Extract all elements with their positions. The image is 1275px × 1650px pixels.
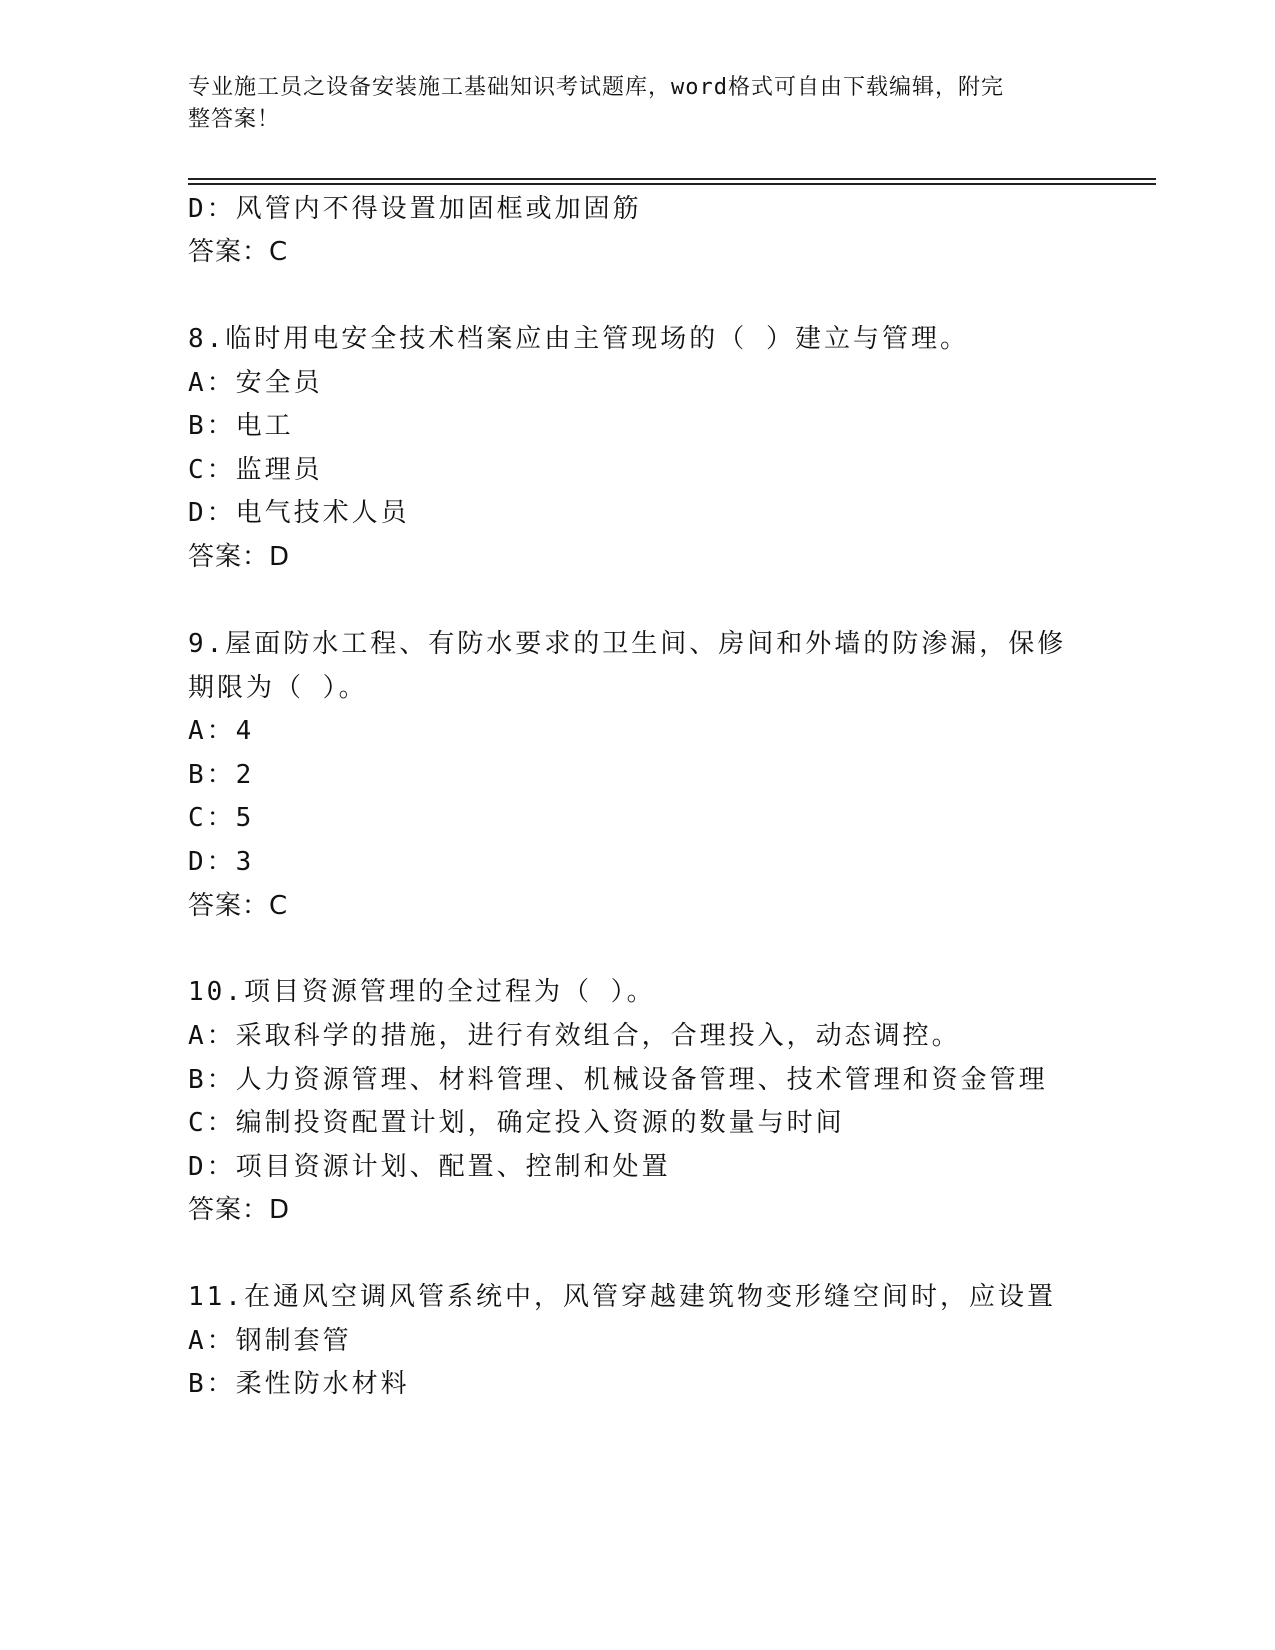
- q10-question: 10.项目资源管理的全过程为（ ）。: [188, 977, 656, 1007]
- q11-option-b: B：柔性防水材料: [188, 1369, 410, 1399]
- q11-question: 11.在通风空调风管系统中，风管穿越建筑物变形缝空间时，应设置: [188, 1282, 1056, 1312]
- q8-option-c: C：监理员: [188, 455, 323, 485]
- q10-option-a: A：采取科学的措施，进行有效组合，合理投入，动态调控。: [188, 1021, 961, 1051]
- q9-option-c: C：5: [188, 803, 255, 833]
- header-line-1: 专业施工员之设备安装施工基础知识考试题库，word格式可自由下载编辑，附完: [188, 75, 1004, 100]
- q8-option-a: A：安全员: [188, 368, 323, 398]
- q8-option-b: B：电工: [188, 411, 294, 441]
- q8-option-d: D：电气技术人员: [188, 498, 410, 528]
- q9-option-a: A：4: [188, 716, 255, 746]
- q9-question-line-2: 期限为（ ）。: [188, 673, 368, 703]
- header-divider-top: [188, 178, 1156, 180]
- q7-answer: 答案：C: [188, 237, 289, 267]
- q10-option-d: D：项目资源计划、配置、控制和处置: [188, 1152, 671, 1182]
- q8-answer: 答案：D: [188, 542, 291, 572]
- q9-answer: 答案：C: [188, 891, 289, 921]
- q9-option-d: D：3: [188, 847, 255, 877]
- q10-option-b: B：人力资源管理、材料管理、机械设备管理、技术管理和资金管理: [188, 1065, 1048, 1095]
- q8-question: 8.临时用电安全技术档案应由主管现场的（ ）建立与管理。: [188, 324, 969, 354]
- q7-option-d: D：风管内不得设置加固框或加固筋: [188, 194, 642, 224]
- document-header: [188, 72, 1068, 136]
- q9-question-line-1: 9.屋面防水工程、有防水要求的卫生间、房间和外墙的防渗漏，保修: [188, 629, 1067, 659]
- q10-answer: 答案：D: [188, 1195, 291, 1225]
- header-divider-bottom: [188, 183, 1156, 185]
- q11-option-a: A：钢制套管: [188, 1326, 352, 1356]
- q10-option-c: C：编制投资配置计划，确定投入资源的数量与时间: [188, 1108, 845, 1138]
- header-line-2: 整答案！: [188, 107, 281, 132]
- q9-option-b: B：2: [188, 760, 255, 790]
